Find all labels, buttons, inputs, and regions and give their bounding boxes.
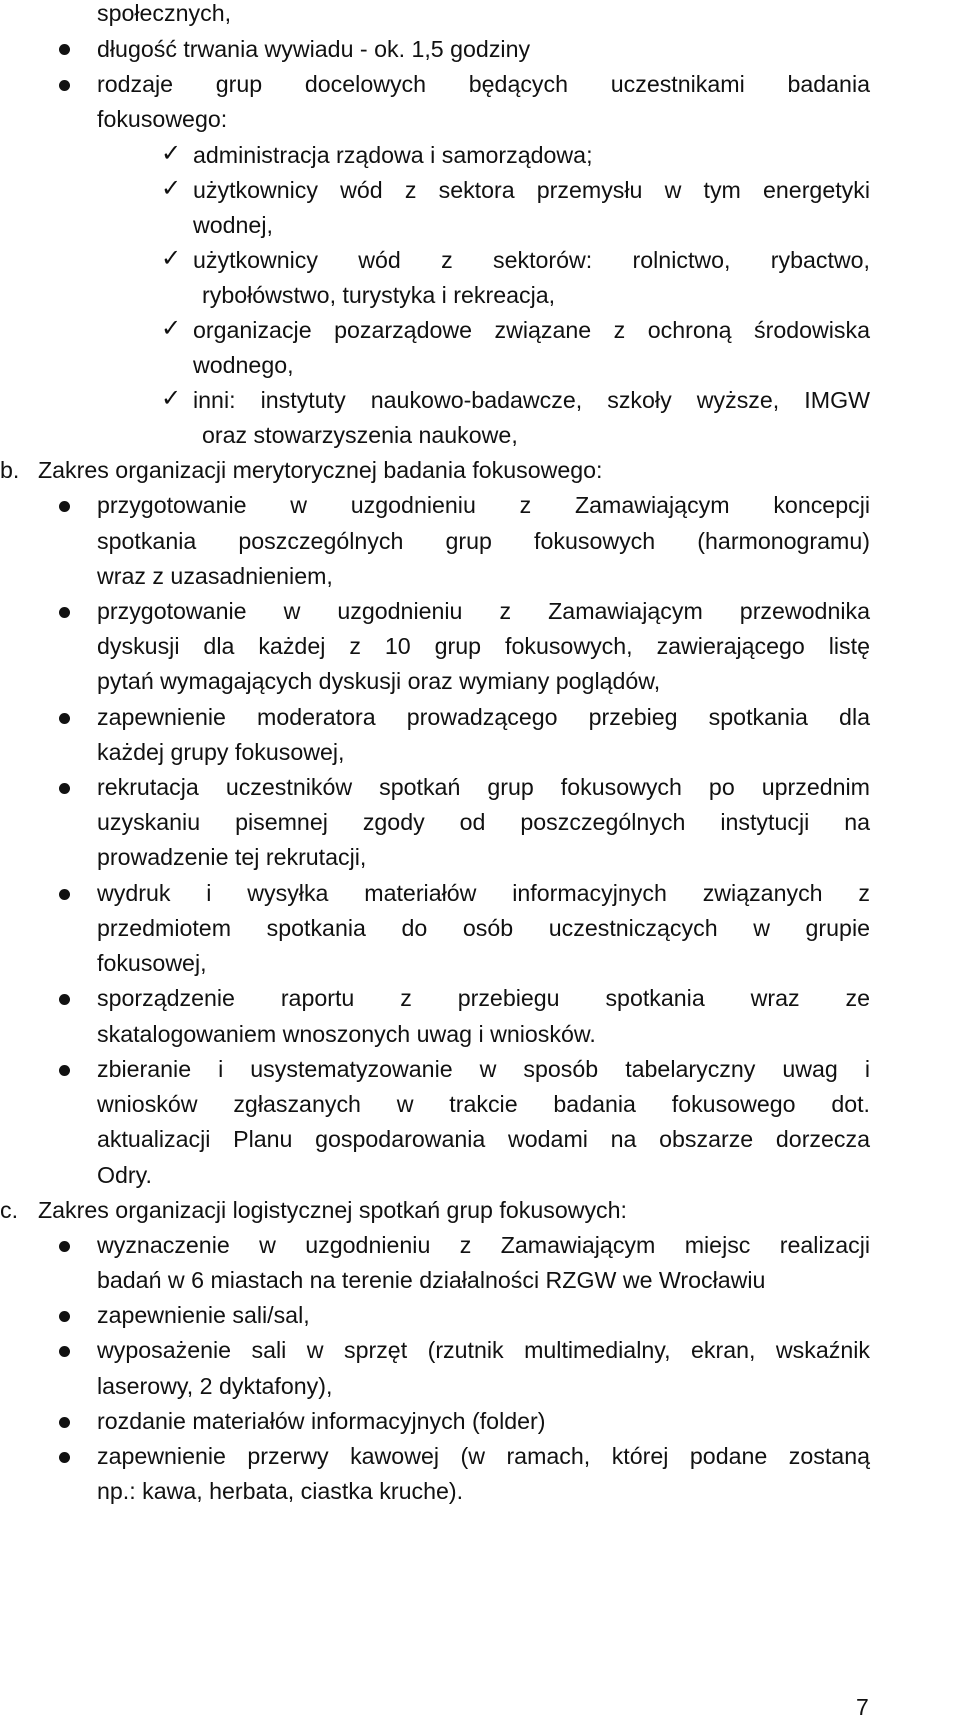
checkmark-icon: ✓ — [161, 314, 182, 342]
bullet-icon — [59, 1452, 70, 1463]
section-c-heading: Zakres organizacji logistycznej spotkań grup fokusowych: — [38, 1197, 627, 1223]
bullet-icon — [59, 607, 70, 618]
text-line: wyposażenie sali w sprzęt (rzutnik multimedialny, ekran, wskaźnik — [97, 1337, 870, 1363]
text-line: fokusowego: — [97, 106, 228, 132]
text-line: Odry. — [97, 1162, 152, 1188]
text-line: dyskusji dla każdej z 10 grup fokusowych, zawierającego listę — [97, 633, 870, 659]
text-line: wydruk i wysyłka materiałów informacyjnych związanych z — [97, 880, 870, 906]
text-line: zapewnienie sali/sal, — [97, 1302, 310, 1328]
checkmark-icon: ✓ — [161, 139, 182, 167]
text-line: każdej grupy fokusowej, — [97, 739, 345, 765]
text-line: skatalogowaniem wnoszonych uwag i wniosków. — [97, 1021, 596, 1047]
text-line: przygotowanie w uzgodnieniu z Zamawiającym koncepcji — [97, 492, 870, 518]
text-line: administracja rządowa i samorządowa; — [193, 142, 593, 168]
text-line: rybołówstwo, turystyka i rekreacja, — [202, 282, 556, 308]
text-line: sporządzenie raportu z przebiegu spotkania wraz ze — [97, 985, 870, 1011]
checkmark-icon: ✓ — [161, 174, 182, 202]
bullet-icon — [59, 1311, 70, 1322]
text-line: zapewnienie przerwy kawowej (w ramach, której podane zostaną — [97, 1443, 870, 1469]
text-line: fokusowej, — [97, 950, 207, 976]
bullet-icon — [59, 501, 70, 512]
text-line: przedmiotem spotkania do osób uczestniczących w grupie — [97, 915, 870, 941]
checkmark-icon: ✓ — [161, 244, 182, 272]
bullet-icon — [59, 44, 70, 55]
checkmark-icon: ✓ — [161, 384, 182, 412]
text-line: zapewnienie moderatora prowadzącego przebieg spotkania dla — [97, 704, 870, 730]
bullet-icon — [59, 1241, 70, 1252]
text-line: wodnej, — [193, 212, 273, 238]
text-line: rodzaje grup docelowych będących uczestnikami badania — [97, 71, 870, 97]
text-line: pytań wymagających dyskusji oraz wymiany poglądów, — [97, 668, 661, 694]
bullet-icon — [59, 889, 70, 900]
text-line: długość trwania wywiadu - ok. 1,5 godziny — [97, 36, 531, 62]
section-b-heading: Zakres organizacji merytorycznej badania fokusowego: — [38, 457, 603, 483]
bullet-icon — [59, 1065, 70, 1076]
text-line: aktualizacji Planu gospodarowania wodami na obszarze dorzecza — [97, 1126, 870, 1152]
text-line: laserowy, 2 dyktafony), — [97, 1373, 333, 1399]
section-c-marker: c. — [0, 1197, 19, 1223]
text-line: rozdanie materiałów informacyjnych (folder) — [97, 1408, 546, 1434]
bullet-icon — [59, 713, 70, 724]
text-line: społecznych, — [97, 0, 232, 26]
text-line: zbieranie i usystematyzowanie w sposób tabelaryczny uwag i — [97, 1056, 870, 1082]
text-line: badań w 6 miastach na terenie działalności RZGW we Wrocławiu — [97, 1267, 766, 1293]
text-line: wodnego, — [193, 352, 294, 378]
text-line: inni: instytuty naukowo-badawcze, szkoły wyższe, IMGW — [193, 387, 870, 413]
text-line: np.: kawa, herbata, ciastka kruche). — [97, 1478, 464, 1504]
bullet-icon — [59, 1346, 70, 1357]
bullet-icon — [59, 80, 70, 91]
text-line: organizacje pozarządowe związane z ochroną środowiska — [193, 317, 870, 343]
text-line: użytkownicy wód z sektorów: rolnictwo, rybactwo, — [193, 247, 870, 273]
bullet-icon — [59, 1417, 70, 1428]
page-number: 7 — [856, 1694, 869, 1720]
section-b-marker: b. — [0, 457, 20, 483]
text-line: wyznaczenie w uzgodnieniu z Zamawiającym miejsc realizacji — [97, 1232, 870, 1258]
bullet-icon — [59, 783, 70, 794]
text-line: wniosków zgłaszanych w trakcie badania fokusowego dot. — [97, 1091, 870, 1117]
text-line: prowadzenie tej rekrutacji, — [97, 844, 367, 870]
text-line: użytkownicy wód z sektora przemysłu w tym energetyki — [193, 177, 870, 203]
bullet-icon — [59, 994, 70, 1005]
text-line: przygotowanie w uzgodnieniu z Zamawiającym przewodnika — [97, 598, 870, 624]
text-line: wraz z uzasadnieniem, — [97, 563, 333, 589]
text-line: rekrutacja uczestników spotkań grup fokusowych po uprzednim — [97, 774, 870, 800]
text-line: uzyskaniu pisemnej zgody od poszczególnych instytucji na — [97, 809, 870, 835]
text-line: spotkania poszczególnych grup fokusowych (harmonogramu) — [97, 528, 870, 554]
text-line: oraz stowarzyszenia naukowe, — [202, 422, 518, 448]
